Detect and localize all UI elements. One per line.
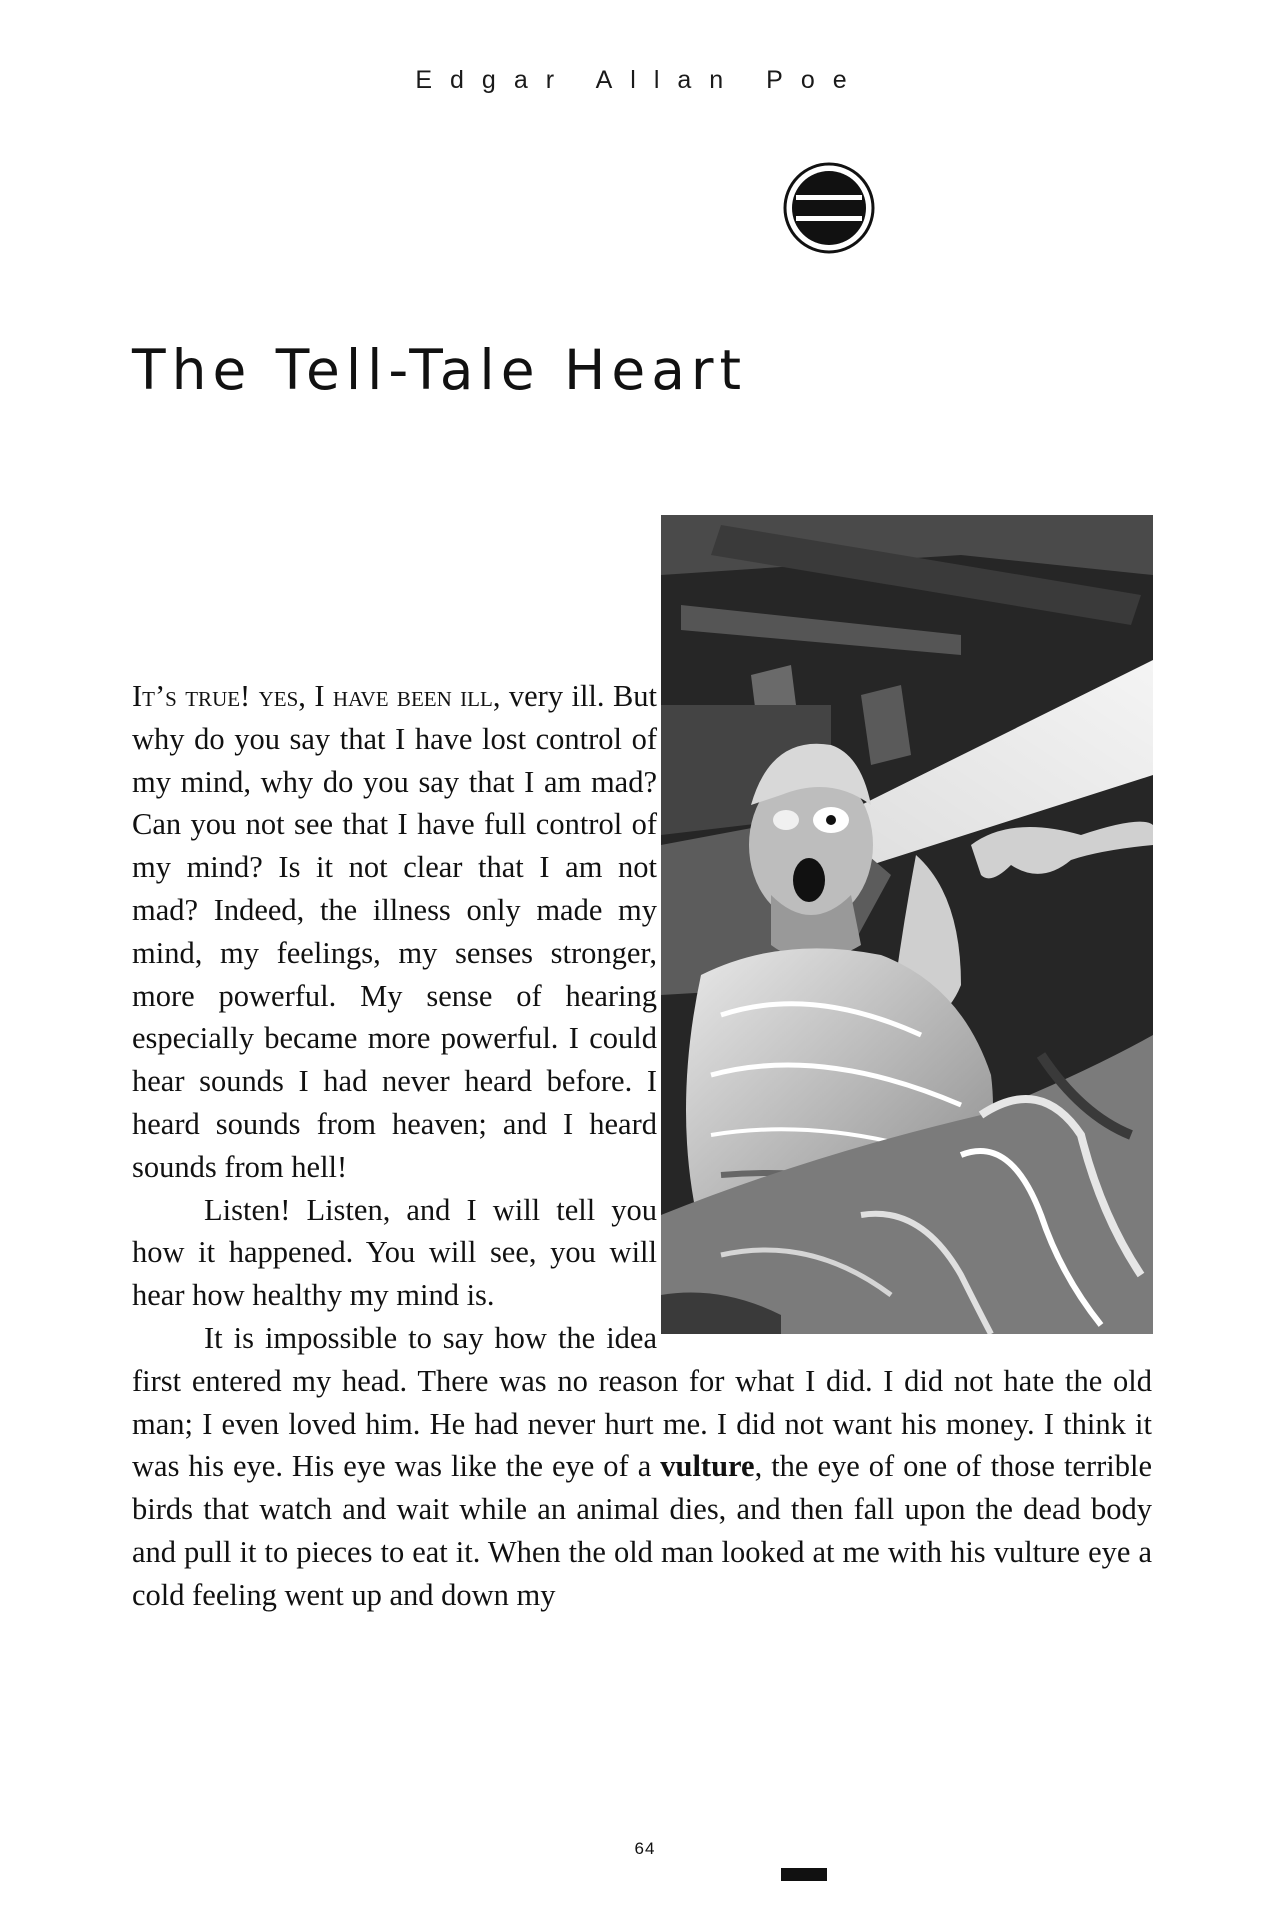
illustration-text-wrap xyxy=(657,675,1152,1335)
running-head-author: Edgar Allan Poe xyxy=(415,66,865,94)
paragraph-3-text-before: It is impossible to say how the idea first entered my head. There was no reason for what I did. I did not hate the old man; I even loved him. He had never hurt me. I did not want his money. I think it was his eye. His eye was like the eye of a xyxy=(132,1320,1152,1484)
paragraph-3-text-after: , the eye of one of those terrible birds that watch and wait while an animal dies, and then fall upon the dead body and pull it to pieces to eat it. When the old man looked at me with his vulture eye a cold feeling went up and down my xyxy=(132,1449,1153,1612)
striped-circle-emblem-icon xyxy=(783,162,875,254)
folio-bar xyxy=(781,1868,827,1881)
paragraph-2-text: Listen! Listen, and I will tell you how it happened. You will see, you will hear how healthy my mind is. xyxy=(132,1192,657,1313)
paragraph-1-text: very ill. But why do you say that I have lost control of my mind, why do you say that I am mad? Can you not see that I have full control of my mind? Is it not clear that I am not mad? Indeed, the illness only made my mind, my feelings, my senses stronger, more powerful. My sense of hearing especially became more powerful. I could hear sounds I had never heard before. I heard sounds from heaven; and I heard sounds from hell! xyxy=(132,679,658,1184)
story-body xyxy=(132,675,1152,1617)
page-number: 64 xyxy=(634,1839,656,1858)
story-title: The Tell-Tale Heart xyxy=(132,338,748,402)
glossary-word-vulture: vulture xyxy=(660,1449,755,1484)
paragraph-1-lead: It’s true! yes, I have been ill, xyxy=(132,679,501,713)
paragraph-3 xyxy=(132,1317,1152,1617)
